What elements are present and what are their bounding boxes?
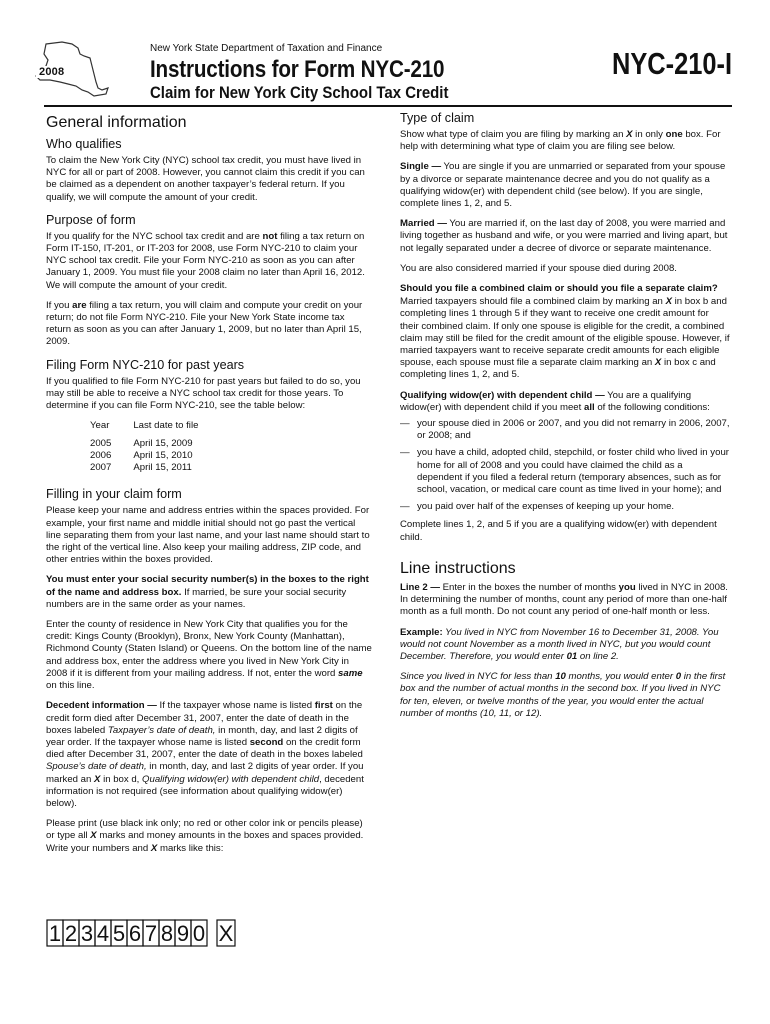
qualifying-widow-definition: Qualifying widow(er) with dependent child — You are a qualifying widow(er) with dependent child if you meet all of the following conditions:	[400, 389, 710, 413]
print-instructions: Please print (use black ink only; no red or other color ink or pencils please) or type all X marks and money amounts in the boxes and spaces provided. Write your numbers and X marks like this:	[46, 818, 364, 854]
filling-paragraph-3: Enter the county of residence in New York City that qualifies you for the credit: Kings County (Brooklyn), Bronx, New York County (Manhattan), Richmond County (Staten Island) or Queens. On the bottom line of the name and address box, enter the address where you lived in New York City in 2008 if it is different from your mailing address. If not, enter the word same on this line.	[46, 619, 372, 692]
combined-claim-answer: Married taxpayers should file a combined claim by marking an X in box b and completing lines 1 through 5 if they want to receive one credit amount for their combined claim. If only one spouse is eligible for the credit, a combined claim may still be filed for the credit amount of the eligible spouse. However, if married taxpayers want to receive separate credit amounts for each eligible spouse, each spouse must file a separate claim marking an X in box c and completing lines 1, 2, and 5.	[400, 296, 730, 381]
tax-year-badge: 2008	[36, 66, 67, 78]
table-row: 2007 April 15, 2011	[90, 462, 192, 474]
left-column	[46, 109, 372, 863]
married-note: You are also considered married if your spouse died during 2008.	[400, 262, 677, 274]
combined-claim-question: Should you file a combined claim or should you file a separate claim?	[400, 283, 718, 295]
sample-digit: 2	[64, 921, 78, 946]
general-information-heading: General information	[46, 114, 187, 131]
purpose-paragraph-1: If you qualify for the NYC school tax credit and are not filing a tax return on Form IT-150, IT-201, or IT-203 for 2008, use Form NYC-210 to claim your NYC school tax credit. File your Form NYC-210 as soon as you can after January 1, 2009. You must file your 2008 claim no later than April 16, 2012. We will compute the amount of your credit.	[46, 230, 365, 291]
page-subtitle: Claim for New York City School Tax Credit	[150, 83, 449, 102]
sample-digits-boxes	[46, 918, 256, 948]
list-item: — you have a child, adopted child, stepchild, or foster child who lived in your home for all of 2008 and you could have claimed the child as a dependent if you filed a federal return (temporary absences, such as for school, vacation, or medical care count as time lived in your home); and	[400, 447, 730, 496]
example-text: Example: You lived in NYC from November 16 to December 31, 2008. You would not count November as a month lived in NYC, but you would count December. Therefore, you would enter 01 on line 2.	[400, 626, 719, 662]
list-item: — your spouse died in 2006 or 2007, and you did not remarry in 2006, 2007, or 2008; and	[400, 418, 730, 442]
list-item: — you paid over half of the expenses of keeping up your home.	[400, 501, 730, 513]
sample-x-mark: X	[218, 921, 234, 946]
table-row: 2005 April 15, 2009	[90, 438, 193, 450]
purpose-heading: Purpose of form	[46, 212, 136, 227]
filling-claim-form-heading: Filling in your claim form	[46, 487, 182, 502]
type-of-claim-heading: Type of claim	[400, 111, 475, 125]
department-name: New York State Department of Taxation and Finance	[150, 43, 383, 54]
form-id: NYC-210-I	[612, 46, 733, 81]
sample-digit: 5	[112, 921, 126, 946]
single-definition: Single — You are single if you are unmarried or separated from your spouse by a divorce or separate maintenance decree and you do not qualify as a qualifying widow(er) with dependent child (see below). If you are single, complete lines 1, 2, and 5.	[400, 161, 726, 210]
right-column	[400, 109, 730, 728]
sample-digits-graphic	[46, 918, 256, 948]
filing-past-years-text: If you qualified to file Form NYC-210 for past years but failed to do so, you may still be able to receive a NYC school tax credit for those years. To determine if you can file Form NYC-210, see the table below:	[46, 375, 361, 412]
line-instructions-heading: Line instructions	[400, 559, 516, 577]
who-qualifies-text: To claim the New York City (NYC) school tax credit, you must have lived in NYC for all or part of 2008. However, you cannot claim this credit if you can be claimed as a dependent on another taxpayer’s federal return. If you qualify, we will compute the amount of your credit.	[46, 155, 365, 203]
table-header-date: Last date to file	[133, 420, 199, 432]
filling-paragraph-2: You must enter your social security number(s) in the boxes to the right of the name and address box. If married, be sure your social security numbers are in the same order as your names.	[46, 574, 369, 610]
sample-digit: 1	[48, 921, 62, 946]
table-header-year: Year	[90, 420, 110, 432]
header-divider	[44, 105, 732, 107]
married-definition: Married — You are married if, on the last day of 2008, you were married and living together as husband and wife, or you were married and living apart, but not legally separated under a decree of divorce or separate maintenance.	[400, 218, 728, 254]
sample-digit: 7	[144, 921, 158, 946]
sample-digit: 9	[176, 921, 190, 946]
line-2-instructions: Line 2 — Enter in the boxes the number of months you lived in NYC in 2008. In determining the number of months, count any period of more than one-half month as a full month. Do not count any period of one-half month or less.	[400, 581, 728, 618]
since-text: Since you lived in NYC for less than 10 months, you would enter 0 in the first box and the number of actual months in the second box. If you lived in NYC for ten, eleven, or twelve months of the year, you would enter the actual number of months (10, 11, or 12).	[400, 671, 726, 719]
who-qualifies-heading: Who qualifies	[46, 137, 122, 151]
sample-digit: 4	[96, 921, 110, 946]
sample-digit: 3	[80, 921, 94, 946]
sample-digit: 0	[192, 921, 206, 946]
page-title: Instructions for Form NYC-210	[150, 56, 445, 83]
type-of-claim-text: Show what type of claim you are filing by marking an X in only one box. For help with determining what type of claim you are filing see below.	[400, 129, 721, 153]
purpose-paragraph-2: If you are filing a tax return, you will claim and compute your credit on your return; do not file Form NYC-210. File your New York State income tax return as soon as you can after January 1, 2009, but no later than April 15, 2009.	[46, 299, 363, 348]
filing-past-years-heading: Filing Form NYC-210 for past years	[46, 357, 245, 372]
deadline-table	[90, 420, 220, 474]
sample-digit: 6	[128, 921, 142, 946]
table-row: 2006 April 15, 2010	[90, 450, 193, 462]
filling-paragraph-1: Please keep your name and address entries within the spaces provided. For example, your first name and middle initial should not go past the vertical line separating them from your last name, and your last name should start to the right of the vertical line. Also keep your mailing address, ZIP code, and other entries within the boxes provided.	[46, 505, 370, 566]
decedent-information: Decedent information — If the taxpayer whose name is listed first on the credit form died after December 31, 2007, enter the date of death in the boxes labeled Taxpayer’s date of death, in month, day, and last 2 digits of year order. If the taxpayer whose name is listed second on the credit form died after December 31, 2007, enter the date of death in the boxes labeled Spouse’s date of death, in month, day, and last 2 digits of year order. If you marked an X in box d, Qualifying widow(er) with dependent child, decedent information is not required (see information about qualifying widow(er) below).	[46, 700, 364, 809]
sample-digit: 8	[160, 921, 174, 946]
conditions-list	[400, 418, 730, 513]
qualifying-widow-complete: Complete lines 1, 2, and 5 if you are a qualifying widow(er) with dependent child.	[400, 519, 717, 543]
